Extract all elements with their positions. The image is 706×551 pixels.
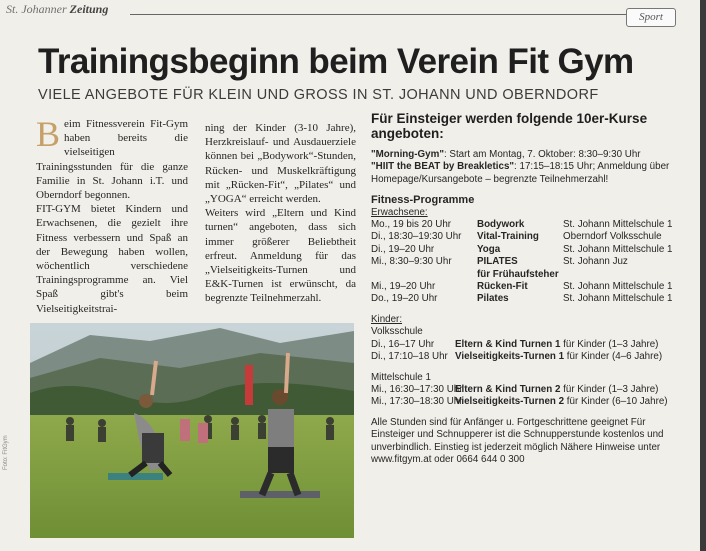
school-mittelschule: Mittelschule 1 (371, 371, 431, 383)
schedule-course: Rücken-Fit (477, 281, 528, 293)
schedule-time: Mi., 19–20 Uhr (371, 281, 436, 293)
article-column-1 (36, 114, 188, 316)
schedule-place: St. Johann Mittelschule 1 (563, 243, 673, 255)
hiit-item (371, 161, 689, 186)
schedule-time: Di., 18:30–19:30 Uhr (371, 231, 462, 243)
kids-age-note: für Kinder (6–10 Jahre) (564, 396, 668, 408)
outdoor-yoga-class-image (30, 323, 354, 538)
kids-schedule-row (371, 351, 689, 363)
course-info-column (371, 111, 689, 466)
paragraph-registration: Weiters wird „Eltern und Kind turnen“ angeboten, dass sich immer größerer Beliebtheit erfreut. Anmeldung für das „Vielseitigkeits-Turnen und E&K-Turnen ist erwünscht, da begrenzte Teilnehmerzahl. (205, 207, 356, 305)
paragraph-programs: ning der Kinder (3-10 Jahre), Herzkreislauf- und Ausdauerziele können bei „Bodywork“-Stunden, Rücken- und Muskelkräftigung mit „Rücken-Fit“, „Pilates“ und „YOGA“ erreicht werden. (205, 122, 356, 206)
kids-time: Di., 17:10–18 Uhr (371, 351, 448, 363)
schedule-time: Mi., 8:30–9:30 Uhr (371, 256, 452, 268)
schedule-row (371, 244, 689, 256)
offer-heading: Für Einsteiger werden folgende 10er-Kurse angeboten: (371, 111, 648, 141)
morning-gym-item (371, 149, 689, 161)
schedule-course: Bodywork (477, 219, 525, 231)
adults-label: Erwachsene: (371, 206, 428, 218)
kids-course: Vielseitigkeits-Turnen 1 (455, 351, 565, 363)
masthead-name: Zeitung (69, 2, 109, 16)
paragraph-intro: eim Fitnessverein Fit-Gym haben bereits die vielseitigen Trainingsstunden für die ganze Familie in St. Johann i.T. und Oberndorf begonnen. (36, 118, 188, 202)
schedule-time: Do., 19–20 Uhr (371, 293, 438, 305)
kids-course: Vielseitigkeits-Turnen 2 (455, 396, 565, 408)
schedule-course: Yoga (477, 243, 501, 255)
schedule-place: St. Johann Mittelschule 1 (563, 293, 673, 305)
schedule-time (371, 269, 477, 281)
kids-age-note: für Kinder (4–6 Jahre) (564, 351, 663, 363)
schedule-course: Vital-Training (477, 231, 539, 243)
yoga-photo (30, 323, 354, 538)
schedule-place: St. Johann Mittelschule 1 (563, 219, 673, 231)
schedule-row (371, 281, 689, 293)
school-volksschule: Volksschule (371, 326, 423, 338)
volksschule-schedule (371, 339, 689, 364)
fitness-schedule (371, 219, 689, 306)
schedule-row (371, 231, 689, 243)
hiit-name: "HIIT the BEAT by Breakletics" (371, 161, 515, 173)
schedule-place: Oberndorf Volksschule (563, 231, 662, 243)
schedule-time: Mo., 19 bis 20 Uhr (371, 219, 452, 231)
fitness-heading: Fitness-Programme (371, 194, 475, 207)
schedule-course: Pilates (477, 293, 509, 305)
kids-course: Eltern & Kind Turnen 1 (455, 338, 561, 350)
kids-age-note: für Kinder (1–3 Jahre) (560, 338, 659, 350)
schedule-time: Di., 19–20 Uhr (371, 243, 435, 255)
closing-note: Alle Stunden sind für Anfänger u. Fortgeschrittene geeignet Für Einsteiger und Schnupperer ist die Schnupperstunde kostenlos und unverbindlich. Einstieg ist jederzeit möglich Nähere Hinweise unter www.fitgym.at oder 0664 644 0 300 (371, 416, 664, 465)
schedule-row (371, 256, 689, 268)
schedule-course: PILATES (477, 256, 518, 268)
article-title: Trainingsbeginn beim Verein Fit Gym (38, 42, 634, 81)
drop-cap: B (36, 114, 61, 154)
schedule-row (371, 269, 689, 281)
kids-time: Mi., 16:30–17:30 Uhr (371, 383, 463, 395)
mittelschule-schedule (371, 384, 689, 409)
article-column-2 (205, 121, 356, 306)
kids-time: Mi., 17:30–18:30 Uhr (371, 396, 463, 408)
article-subtitle: VIELE ANGEBOTE FÜR KLEIN UND GROSS IN ST. JOHANN UND OBERNDORF (38, 87, 599, 103)
schedule-row (371, 293, 689, 305)
morning-gym-name: "Morning-Gym" (371, 149, 444, 160)
schedule-row (371, 219, 689, 231)
morning-gym-text: : Start am Montag, 7. Oktober: 8:30–9:30 Uhr (443, 149, 641, 160)
schedule-course: für Frühaufsteher (477, 268, 559, 280)
kids-course: Eltern & Kind Turnen 2 (455, 383, 561, 395)
kids-schedule-row (371, 339, 689, 351)
kids-schedule-row (371, 384, 689, 396)
masthead-rule (130, 14, 668, 15)
schedule-place: St. Johann Mittelschule 1 (563, 281, 673, 293)
masthead-prefix: St. Johanner (6, 2, 67, 16)
kids-schedule-row (371, 396, 689, 408)
section-tag: Sport (626, 8, 676, 27)
hiit-text: : 17:15–18:15 Uhr; Anmeldung über Homepage/Kursangebote – begrenzte Teilnehmerzahl! (371, 161, 670, 185)
kids-label: Kinder: (371, 313, 403, 325)
kids-age-note: für Kinder (1–3 Jahre) (560, 383, 659, 395)
photo-credit: Foto: FitGym (3, 435, 9, 470)
masthead (6, 2, 108, 17)
schedule-place: St. Johann Juz (563, 256, 628, 268)
kids-time: Di., 16–17 Uhr (371, 338, 435, 350)
paragraph-offer: FIT-GYM bietet Kindern und Erwachsenen, die gezielt ihre Fitness verbessern und Spaß an der Bewegung haben wollen, wöchentlich verschiedene Trainingsprogramme an. Viel Spaß gibt's beim Vielseitigkeitstrai- (36, 203, 188, 315)
schedule-place (563, 269, 689, 281)
